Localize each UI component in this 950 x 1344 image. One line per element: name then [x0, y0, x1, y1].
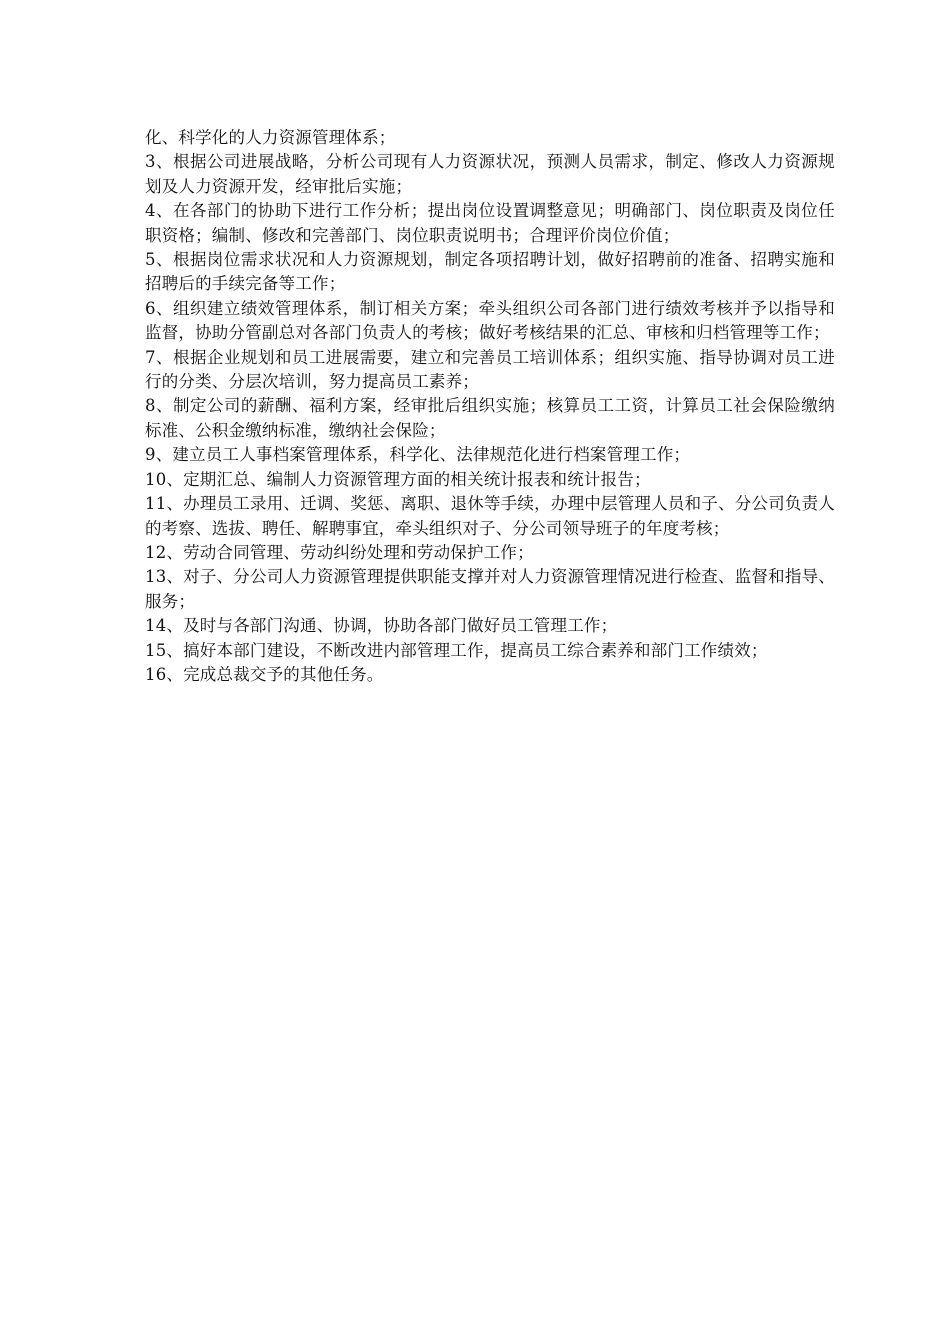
paragraph-item-6: 6、组织建立绩效管理体系，制订相关方案；牵头组织公司各部门进行绩效考核并予以指导和监督，协助分管副总对各部门负责人的考核；做好考核结果的汇总、审核和归档管理等工作；	[145, 298, 835, 343]
paragraph-item-5: 5、根据岗位需求状况和人力资源规划，制定各项招聘计划，做好招聘前的准备、招聘实施和招聘后的手续完备等工作；	[145, 250, 835, 294]
paragraph-item-10: 10、定期汇总、编制人力资源管理方面的相关统计报表和统计报告；	[145, 469, 651, 489]
paragraph-item-12: 12、劳动合同管理、劳动纠纷处理和劳动保护工作；	[145, 542, 534, 562]
paragraph-continuation: 化、科学化的人力资源管理体系；	[145, 128, 396, 147]
paragraph-item-13: 13、对子、分公司人力资源管理提供职能支撑并对人力资源管理情况进行检查、监督和指导、服务；	[145, 567, 835, 611]
document-body	[145, 126, 835, 687]
paragraph-item-11: 11、办理员工录用、迁调、奖惩、离职、退休等手续，办理中层管理人员和子、分公司负责人的考察、选拔、聘任、解聘事宜，牵头组织对子、分公司领导班子的年度考核；	[145, 494, 835, 538]
paragraph-item-3: 3、根据公司进展战略，分析公司现有人力资源状况，预测人员需求，制定、修改人力资源规划及人力资源开发，经审批后实施；	[145, 152, 835, 196]
paragraph-item-8: 8、制定公司的薪酬、福利方案，经审批后组织实施；核算员工工资，计算员工社会保险缴纳标准、公积金缴纳标准，缴纳社会保险；	[145, 396, 835, 440]
paragraph-item-14: 14、及时与各部门沟通、协调，协助各部门做好员工管理工作；	[145, 616, 618, 636]
paragraph-item-15: 15、搞好本部门建设，不断改进内部管理工作，提高员工综合素养和部门工作绩效；	[145, 640, 768, 660]
paragraph-item-16: 16、完成总裁交予的其他任务。	[145, 664, 384, 684]
paragraph-item-4: 4、在各部门的协助下进行工作分析；提出岗位设置调整意见；明确部门、岗位职责及岗位任职资格；编制、修改和完善部门、岗位职责说明书；合理评价岗位价值；	[145, 201, 835, 245]
paragraph-item-7: 7、根据企业规划和员工进展需要，建立和完善员工培训体系；组织实施、指导协调对员工进行的分类、分层次培训，努力提高员工素养；	[145, 347, 835, 392]
paragraph-item-9: 9、建立员工人事档案管理体系，科学化、法律规范化进行档案管理工作；	[145, 445, 691, 465]
